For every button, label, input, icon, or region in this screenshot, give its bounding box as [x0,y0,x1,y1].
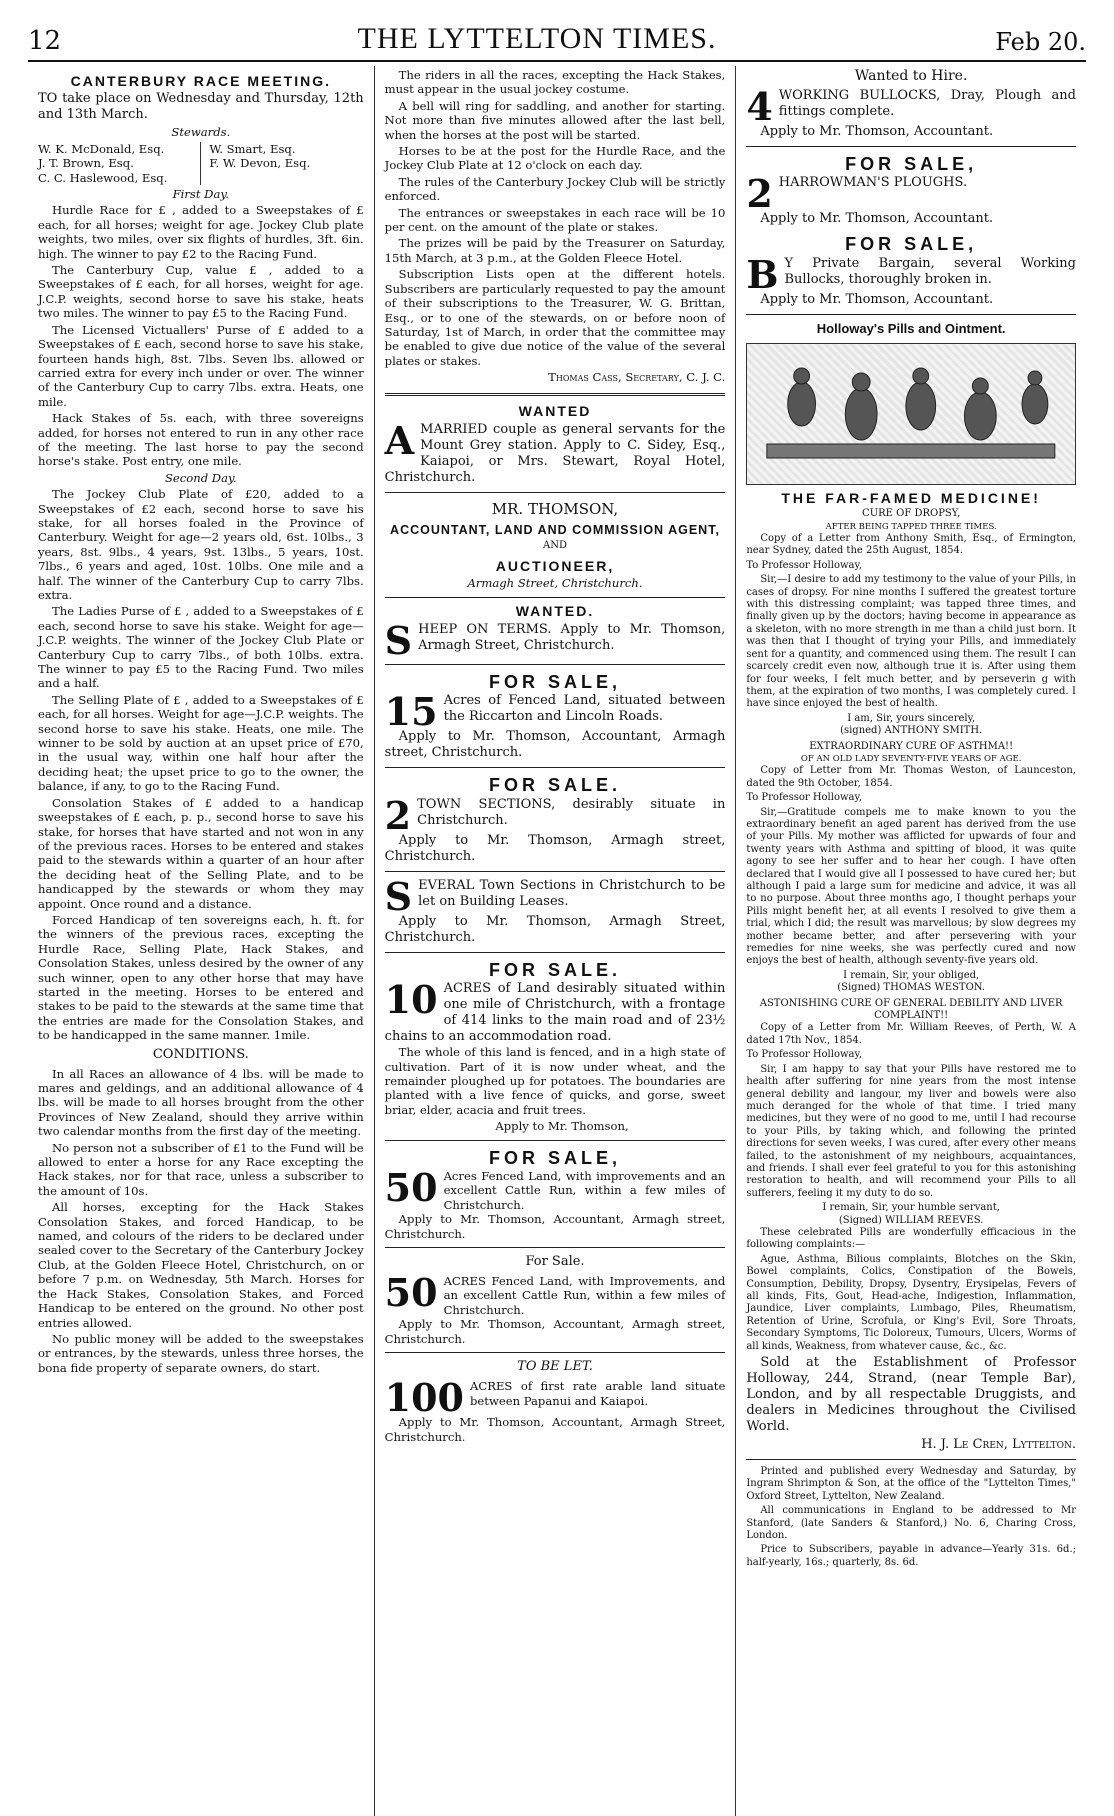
sale-advert [746,171,1076,227]
imprint-price: Price to Subscribers, payable in advance—Yearly 31s. 6d.; half-yearly, 16s.; quarterly, 8s. 6d. [746,1544,1076,1568]
sale-text: ACRES of Land desirably situated within one mile of Christchurch, with a frontage of 414 links to the main road and of 23½ chains to an accommodation road. [384,981,726,1045]
stewards-list [38,142,364,185]
letter-salutation: To Professor Holloway, [746,559,862,571]
race-heading: CANTERBURY RACE MEETING. [70,73,332,89]
let-apply: Apply to Mr. Thomson, Accountant, Armagh Street, Christchurch. [384,1415,726,1444]
stewards-heading: Stewards. [171,125,231,140]
sale-advert [746,251,1076,308]
newspaper-title: THE LYTTELTON TIMES. [357,22,717,55]
sale-text: EVERAL Town Sections in Christchurch to be let on Building Leases. [418,877,726,909]
letter-close: I remain, Sir, your obliged, [843,969,980,981]
divider [746,1459,1076,1460]
letter-salutation: To Professor Holloway, [746,792,862,804]
divider [385,492,726,493]
column-holloway [736,66,1086,1816]
drop-capital: A [384,417,415,463]
columns [28,66,1086,1816]
rule-paragraph: The riders in all the races, excepting the Hack Stakes, must appear in the usual jockey costume. [384,68,726,97]
letter-signature: (signed) ANTHONY SMITH. [840,725,983,737]
race-paragraph: The Selling Plate of £ , added to a Sweepstakes of £ each, for all horses. Weight for age—J.C.P. weights. The second horse to save his stake. Heats, one mile. The winner to be sold by auction at an upset price of £70, in the usual way, within one half hour after the deciding heat; the upset price to go to the owner, the balance, if any, to go to the Racing Fund. [38,692,364,794]
sale-text: Y Private Bargain, several Working Bullocks, thoroughly broken in. [784,255,1076,287]
divider [385,1352,726,1353]
secretary-signature: Thomas Cass, Secretary, C. J. C. [548,370,726,385]
divider [746,146,1076,147]
imprint-publisher: Printed and published every Wednesday and Saturday, by Ingram Shrimpton & Son, at the office of the "Lyttelton Times," Oxford Street, Lyttelton, New Zealand. [746,1466,1076,1502]
drop-capital: 2 [746,171,773,217]
divider [385,952,726,953]
wanted-heading: WANTED. [515,602,595,619]
condition-paragraph: No person not a subscriber of £1 to the Fund will be allowed to enter a horse for any Race excepting the Hack stakes, nor for that race, unless a subscriber to the amount of 10s. [38,1140,364,1198]
condition-paragraph: All horses, excepting for the Hack Stakes Consolation Stakes, and forced Handicap, to be named, and colours of the riders to be declared under sealed cover to the Secretary of the Canterbury Jockey Club, at the Golden Fleece Hotel, Christchurch, on or before 7 p.m. on Wednesday, 5th March. Horses for the Hack Stakes, Consolation Stakes, and Forced Handicap to be entered on the ground. No other post entries allowed. [38,1200,364,1330]
agent-name: H. J. Le Cren, Lyttelton. [921,1437,1076,1453]
asthma-title: EXTRAORDINARY CURE OF ASTHMA!! [809,740,1014,752]
condition-paragraph: In all Races an allowance of 4 lbs. will be made to mares and geldings, and an additional allowance of 4 lbs. will be made to all horses brought from the other Provinces of New Zealand, should they arrive within two calendar months from the first day of the meeting. [38,1066,364,1139]
letter-close: I remain, Sir, your humble servant, [822,1202,1000,1214]
for-sale-heading: FOR SALE, [845,234,978,255]
steward: F. W. Devon, Esq. [209,156,311,171]
race-paragraph: Hack Stakes of 5s. each, with three sovereigns added, for horses not entered to run in any other race of the meeting. The last horse to pay the second horse's stake. Post entry, one mile. [38,411,364,469]
sale-apply: Apply to Mr. Thomson, [495,1119,629,1134]
drop-capital: S [384,873,413,919]
sold-at: Sold at the Establishment of Professor Holloway, 244, Strand, (near Temple Bar), London, and by all respectable Druggists, and dealers in Medicines throughout the Civilised World. [746,1355,1076,1435]
sale-advert [384,689,726,761]
thomson-title: ACCOUNTANT, LAND AND COMMISSION AGENT, [390,522,720,537]
sale-text: TOWN SECTIONS, desirably situate in Christchurch. [417,796,726,828]
debility-title: ASTONISHING CURE OF GENERAL DEBILITY AND LIVER COMPLAINT!! [759,997,1063,1022]
hire-heading: Wanted to Hire. [854,68,968,84]
hire-text: WORKING BULLOCKS, Dray, Plough and fittings complete. [778,88,1076,119]
for-sale-heading: FOR SALE, [845,154,978,174]
for-sale-heading: FOR SALE, [488,671,621,692]
sale-apply: Apply to Mr. Thomson, Accountant, Armagh street, Christchurch. [384,1212,726,1241]
rule-paragraph: The rules of the Canterbury Jockey Club will be strictly enforced. [384,174,726,204]
first-day-heading: First Day. [172,187,230,202]
rule-paragraph: A bell will ring for saddling, and another for starting. Not more than five minutes allowed after the last bell, when the horses at the post will be started. [384,98,726,142]
masthead [28,18,1086,62]
divider [385,664,726,665]
wanted-advert [384,417,726,486]
divider [385,393,726,396]
efficacious-line: These celebrated Pills are wonderfully efficacious in the following complaints:— [746,1226,1076,1251]
steward: W. K. McDonald, Esq. [38,141,165,156]
let-text: ACRES of first rate arable land situate between Papanui and Kaiapoi. [470,1379,726,1408]
sale-apply: Apply to Mr. Thomson, Armagh street, Christchurch. [384,832,726,864]
letter-copy-line: Copy of a Letter from Mr. William Reeves, of Perth, W. A dated 17th Nov., 1854. [746,1022,1076,1046]
conditions-heading: CONDITIONS. [152,1046,249,1062]
asthma-subtitle: OF AN OLD LADY SEVENTY-FIVE YEARS OF AGE. [800,753,1022,764]
race-paragraph: The Canterbury Cup, value £ , added to a Sweepstakes of £ each, for all horses, weight for age. J.C.P. weights, second horse to save his stake, heats two miles. The winner to pay £5 to the Racing Fund. [38,263,364,321]
drop-capital: 10 [384,977,438,1023]
for-sale-heading: For Sale. [525,1254,585,1270]
holloway-heading: Holloway's Pills and Ointment. [816,320,1006,336]
thomson-auctioneer: AUCTIONEER, [495,557,615,574]
divider [746,314,1076,315]
sale-apply: Apply to Mr. Thomson, Accountant. [760,211,994,227]
divider [385,597,726,598]
sale-apply: Apply to Mr. Thomson, Armagh Street, Christchurch. [384,913,726,945]
drop-capital: 100 [384,1375,464,1421]
column-advertisements [375,66,737,1816]
race-intro: TO take place on Wednesday and Thursday, 12th and 13th March. [38,91,364,123]
sale-apply: Apply to Mr. Thomson, Accountant, Armagh street, Christchurch. [384,729,726,761]
rule-paragraph: The prizes will be paid by the Treasurer on Saturday, 15th March, at 3 p.m., at the Golden Fleece Hotel. [384,236,726,265]
race-paragraph: Forced Handicap of ten sovereigns each, h. ft. for the winners of the previous races, excepting the Hurdle Race, Selling Plate, Hack Stakes, and Consolation Stakes, unless desired by the owner of any such winner, open to any other horse that may have started in the meeting. Horses to be entered and stakes to be paid to the stewards at the same time that the entries are made for the Consolation Stakes, and to be handicapped in the same manner. 1mile. [38,912,364,1043]
sheep-advert [384,617,726,663]
race-paragraph: Hurdle Race for £ , added to a Sweepstakes of £ each, for all horses; weight for age. Jockey Club plate weights, two miles, over six flights of hurdles, 3ft. 6in. high. The winner to pay £2 to the Racing Fund. [38,203,364,261]
race-paragraph: The Jockey Club Plate of £20, added to a Sweepstakes of £2 each, second horse to save his stake, for all horses foaled in the Province of Canterbury. Weight for age—2 years old, 6st. 10lbs., 3 years, 8st. 9lbs., 4 years, 9st. 13lbs., 5 years, 10st. 7lbs., 6 years and aged, 10st. 10lbs. One mile and a half. The winner of the Canterbury Cup to carry 7lbs. extra. [38,487,364,602]
sale-apply: Apply to Mr. Thomson, Accountant, Armagh street, Christchurch. [384,1317,726,1346]
drop-capital: B [746,251,779,297]
race-paragraph: Consolation Stakes of £ added to a handicap sweepstakes of £ each, p. p., second horse to save his stake, for horses that have started and not won in any of the previous races. Horses to be entered and stakes paid to the stewards within a quarter of an hour after the deciding heat of the Selling Plate, and to be handicapped by the stewards or whom they may appoint. Once round and a distance. [38,795,364,911]
wanted-heading: WANTED [518,402,592,419]
rule-paragraph: The entrances or sweepstakes in each race will be 10 per cent. on the amount of the plate or stakes. [384,205,726,235]
page-number: 12 [28,26,62,56]
divider [385,767,726,768]
dropsy-title: CURE OF DROPSY, [862,508,961,520]
letter-body: Sir,—Gratitude compels me to make known to you the extraordinary benefit an aged parent has derived from the use of your Pills. My mother was afflicted for upwards of four and twenty years with Asthma and spitting of blood, it was quite agony to see her suffer and to hear her cough. I have often declared that I would give all I possessed to have cured her; but although I paid a large sum for medicine and advice, it was all to no purpose. About three months ago, I thought perhaps your Pills might benefit her, at all events I resolved to give them a trial, which I did; the result was marvellous; by slow degrees my mother became better, and after persevering with your remedies for nine weeks, she was perfectly cured and now enjoys the best of health, although seventy-five years old. [746,806,1076,967]
letter-copy-line: Copy of a Letter from Anthony Smith, Esq., of Ermington, near Sydney, dated the 25th August, 1854. [746,533,1076,557]
letter-close: I am, Sir, yours sincerely, [847,712,976,724]
letter-body: Sir,—I desire to add my testimony to the value of your Pills, in cases of dropsy. For nine months I suffered the greatest torture with this distressing complaint; was tapped three times, and finally given up by the doctors; having become in appearance as a skeleton, with no more strength in me than a child just born. It was then that I thought of trying your Pills, and immediately sent for a quantity, and commenced using them. The result I can scarcely credit even now, although true it is. After using them for four weeks, I felt much better, and by perseverin g with them, at the expiration of two months, I was completely cured. I have since enjoyed the best of health. [746,574,1076,710]
drop-capital: 4 [746,84,773,129]
letter-signature: (Signed) WILLIAM REEVES. [838,1214,984,1226]
letter-salutation: To Professor Holloway, [746,1049,862,1061]
far-famed-heading: THE FAR-FAMED MEDICINE! [781,489,1041,506]
imprint-communications: All communications in England to be addressed to Mr Stanford, (late Sanders & Stanford,) No. 6, Charing Cross, London. [746,1505,1076,1542]
thomson-address: Armagh Street, Christchurch. [467,576,643,591]
hire-apply: Apply to Mr. Thomson, Accountant. [760,124,994,139]
drop-capital: 50 [384,1270,438,1316]
dropsy-subtitle: AFTER BEING TAPPED THREE TIMES. [825,521,997,532]
wanted-text: MARRIED couple as general servants for the Mount Grey station. Apply to C. Sidey, Esq., Kaiapoi, or Mrs. Stewart, Royal Hotel, Christchurch. [384,421,726,485]
thomson-and: AND [543,540,567,552]
condition-paragraph: No public money will be added to the sweepstakes or entrances, by the stewards, unless three horses, the bona fide property of separate owners, do start. [38,1331,364,1375]
drop-capital: 15 [384,689,438,735]
drop-capital: S [384,617,413,663]
complaints-list: Ague, Asthma, Bilious complaints, Blotches on the Skin, Bowel complaints, Colics, Constipation of the Bowels, Consumption, Debility, Dropsy, Dysentry, Erysipelas, Fevers of all kinds, Fits, Gout, Head-ache, Indigestion, Inflammation, Jaundice, Liver complaints, Lumbago, Piles, Rheumatism, Retention of Urine, Scrofula, or King's Evil, Sore Throats, Secondary Symptoms, Tic Doloreux, Tumours, Ulcers, Worms of all kinds, Weakness, from whatever cause, &c., &c. [746,1253,1076,1352]
divider [385,1247,726,1248]
second-day-heading: Second Day. [164,470,237,485]
sale-text: Acres Fenced Land, with improvements and an excellent Cattle Run, within a few miles of Christchurch. [443,1169,726,1212]
steward: J. T. Brown, Esq. [38,156,134,171]
for-sale-heading: FOR SALE. [488,775,621,796]
steward: C. C. Haslewood, Esq. [38,170,168,185]
sale-advert [384,792,726,865]
for-sale-heading: FOR SALE. [488,959,621,980]
let-advert [384,1375,726,1444]
thomson-name: MR. THOMSON, [491,499,619,518]
sale-text: HARROWMAN'S PLOUGHS. [778,175,968,191]
for-sale-heading: FOR SALE, [488,1147,621,1168]
rule-paragraph: Horses to be at the post for the Hurdle Race, and the Jockey Club Plate at 12 o'clock on each day. [384,144,726,173]
sale-text: ACRES Fenced Land, with Improvements, and an excellent Cattle Run, within a few miles of Christchurch. [443,1274,726,1317]
holloway-engraving [746,343,1076,485]
rule-paragraph: Subscription Lists open at the different hotels. Subscribers are particularly requested to pay the amount of their subscriptions to the Treasurer, W. G. Brittan, Esq., or to one of the stewards, on or before noon of Saturday, 1st of March, in order that the committee may be enabled to give due notice of the value of the several plates or stakes. [384,267,726,368]
sale-text: Acres of Fenced Land, situated between the Riccarton and Lincoln Roads. [443,693,726,725]
letter-body: Sir, I am happy to say that your Pills have restored me to health after suffering for nine years from the most intense general debility and langour, my liver and bowels were also much deranged for the whole of that time. I tried many medicines, but they were of no good to me, until I had recourse to your Pills, by taking which, and following the printed directions for seven weeks, I was cured, after every other means failed, to the astonishment of my neighbours, acquaintances, and friends. I shall ever feel grateful to you for this astonishing restoration to health, and will recommend your Pills to all sufferers, feeling it my duty to do so. [746,1063,1076,1199]
column-race-meeting [28,66,375,1816]
divider [385,871,726,872]
sale-text-continued: The whole of this land is fenced, and in a high state of cultivation. Part of it is now under wheat, and the remainder ploughed up for potatoes. The boundaries are planted with a live fence of quicks, and gorse, sweet briar, elder, acacia and fruit trees. [384,1045,726,1117]
sale-apply: Apply to Mr. Thomson, Accountant. [760,291,994,307]
race-paragraph: The Licensed Victuallers' Purse of £ added to a Sweepstakes of £ each, second horse to save his stake, fourteen hands high, 8st. 7lbs. Seven lbs. allowed or carried extra for every inch under or over. The winner of the Canterbury Cup to carry 7lbs. extra. Heats, one mile. [38,322,364,409]
sheep-text: HEEP ON TERMS. Apply to Mr. Thomson, Armagh Street, Christchurch. [418,621,726,653]
issue-date: Feb 20. [995,28,1086,56]
sale-advert [384,1165,726,1241]
to-let-heading: TO BE LET. [517,1359,593,1375]
hire-advert [746,84,1076,140]
divider [385,1140,726,1141]
sale-advert [384,1270,726,1346]
letter-copy-line: Copy of Letter from Mr. Thomas Weston, of Launceston, dated the 9th October, 1854. [746,765,1076,789]
drop-capital: 2 [384,792,412,838]
sale-advert [384,873,726,946]
letter-signature: (Signed) THOMAS WESTON. [837,982,986,994]
race-paragraph: The Ladies Purse of £ , added to a Sweepstakes of £ each, second horse to save his stake. Weight for age—J.C.P. weights. The winner of the Jockey Club Plate or Canterbury Cup to carry 7lbs., of both 10lbs. extra. The winner to pay £5 to the Racing Fund. Two miles and a half. [38,604,364,691]
sale-advert [384,977,726,1134]
steward: W. Smart, Esq. [209,141,296,156]
drop-capital: 50 [384,1165,438,1211]
